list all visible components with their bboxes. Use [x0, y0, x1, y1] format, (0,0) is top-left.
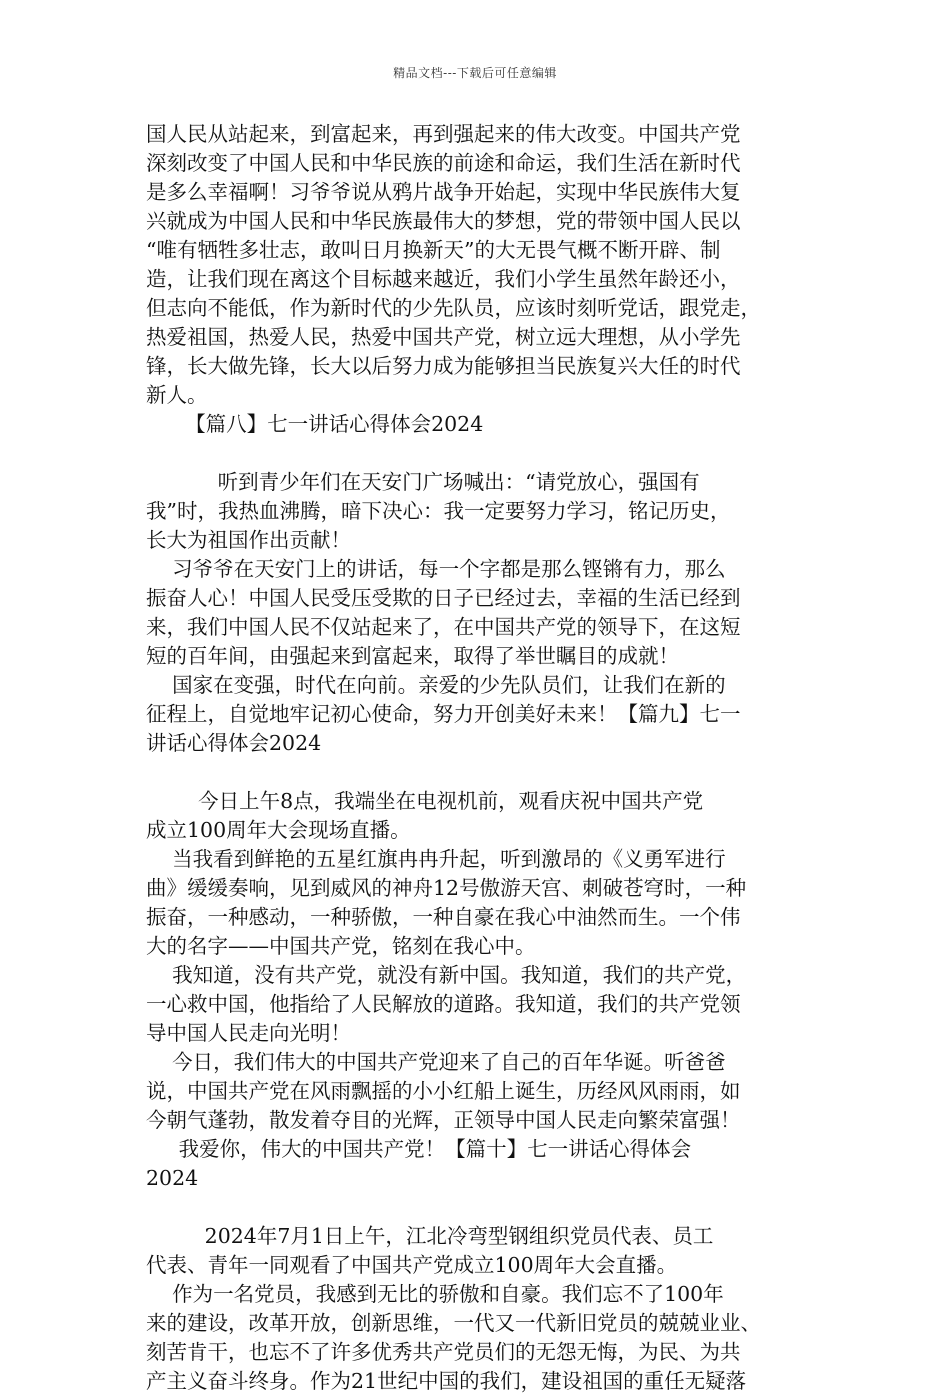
text-line: 锋，长大做先锋，长大以后努力成为能够担当民族复兴大任的时代 [146, 354, 741, 378]
text-line: 当我看到鲜艳的五星红旗冉冉升起，听到激昂的《义勇军进行 [146, 847, 726, 871]
text-line: 讲话心得体会2024 [146, 731, 322, 755]
text-line: 我知道，没有共产党，就没有新中国。我知道，我们的共产党， [146, 963, 747, 987]
text-line: 一心救中国，他指给了人民解放的道路。我知道，我们的共产党领 [146, 992, 741, 1016]
text-line: 振奋，一种感动，一种骄傲，一种自豪在我心中油然而生。一个伟 [146, 905, 741, 929]
text-line: 我爱你，伟大的中国共产党！【篇十】七一讲话心得体会 [146, 1137, 692, 1161]
text-line: 刻苦肯干，也忘不了许多优秀共产党员们的无怨无悔，为民、为共 [146, 1340, 741, 1364]
document-body [146, 120, 826, 1396]
text-line: 今日上午8点，我端坐在电视机前，观看庆祝中国共产党 [146, 789, 704, 813]
text-line: 2024年7月1日上午，江北冷弯型钢组织党员代表、员工 [146, 1224, 714, 1248]
text-line: 国家在变强，时代在向前。亲爱的少先队员们，让我们在新的 [146, 673, 726, 697]
text-line: 成立100周年大会现场直播。 [146, 818, 411, 842]
text-line: 习爷爷在天安门上的讲话，每一个字都是那么铿锵有力，那么 [146, 557, 726, 581]
text-line: 长大为祖国作出贡献！ [146, 528, 351, 552]
text-line: “唯有牺牲多壮志，敢叫日月换新天”的大无畏气概不断开辟、制 [146, 238, 721, 262]
text-line: 征程上，自觉地牢记初心使命，努力开创美好未来！【篇九】七一 [146, 702, 741, 726]
text-line: 新人。 [146, 383, 208, 407]
text-line: 作为一名党员，我感到无比的骄傲和自豪。我们忘不了100年 [146, 1282, 724, 1306]
text-line: 今日，我们伟大的中国共产党迎来了自己的百年华诞。听爸爸 [146, 1050, 726, 1074]
text-line: 热爱祖国，热爱人民，热爱中国共产党，树立远大理想，从小学先 [146, 325, 741, 349]
text-line: 听到青少年们在天安门广场喊出：“请党放心，强国有 [146, 470, 700, 494]
text-line: 说，中国共产党在风雨飘摇的小小红船上诞生，历经风风雨雨，如 [146, 1079, 741, 1103]
text-line: 振奋人心！中国人民受压受欺的日子已经过去，幸福的生活已经到 [146, 586, 741, 610]
text-line: 【篇八】七一讲话心得体会2024 [146, 412, 484, 436]
text-line: 曲》缓缓奏响，见到威风的神舟12号傲游天宫、刺破苍穹时，一种 [146, 876, 747, 900]
paragraph-gap [146, 758, 826, 787]
text-line: 今朝气蓬勃，散发着夺目的光辉，正领导中国人民走向繁荣富强！ [146, 1108, 741, 1132]
text-line: 但志向不能低，作为新时代的少先队员，应该时刻听党话，跟党走， [146, 296, 761, 320]
text-line: 产主义奋斗终身。作为21世纪中国的我们，建设祖国的重任无疑落 [146, 1369, 747, 1393]
text-line: 短的百年间，由强起来到富起来，取得了举世瞩目的成就！ [146, 644, 679, 668]
text-line: 深刻改变了中国人民和中华民族的前途和命运，我们生活在新时代 [146, 151, 741, 175]
text-line: 国人民从站起来，到富起来，再到强起来的伟大改变。中国共产党 [146, 122, 741, 146]
text-line: 来，我们中国人民不仅站起来了，在中国共产党的领导下，在这短 [146, 615, 741, 639]
text-line: 我”时，我热血沸腾，暗下决心：我一定要努力学习，铭记历史， [146, 499, 731, 523]
text-line: 兴就成为中国人民和中华民族最伟大的梦想，党的带领中国人民以 [146, 209, 741, 233]
text-line: 是多么幸福啊！习爷爷说从鸦片战争开始起，实现中华民族伟大复 [146, 180, 741, 204]
page-header: 精品文档---下载后可任意编辑 [393, 66, 557, 80]
text-line: 来的建设，改革开放，创新思维，一代又一代新旧党员的兢兢业业、 [146, 1311, 761, 1335]
text-line: 大的名字——中国共产党，铭刻在我心中。 [146, 934, 536, 958]
text-line: 造，让我们现在离这个目标越来越近，我们小学生虽然年龄还小， [146, 267, 741, 291]
paragraph-gap [146, 439, 826, 468]
text-line: 导中国人民走向光明！ [146, 1021, 351, 1045]
paragraph-gap [146, 1193, 826, 1222]
text-line: 2024 [146, 1166, 199, 1190]
text-line: 代表、青年一同观看了中国共产党成立100周年大会直播。 [146, 1253, 678, 1277]
